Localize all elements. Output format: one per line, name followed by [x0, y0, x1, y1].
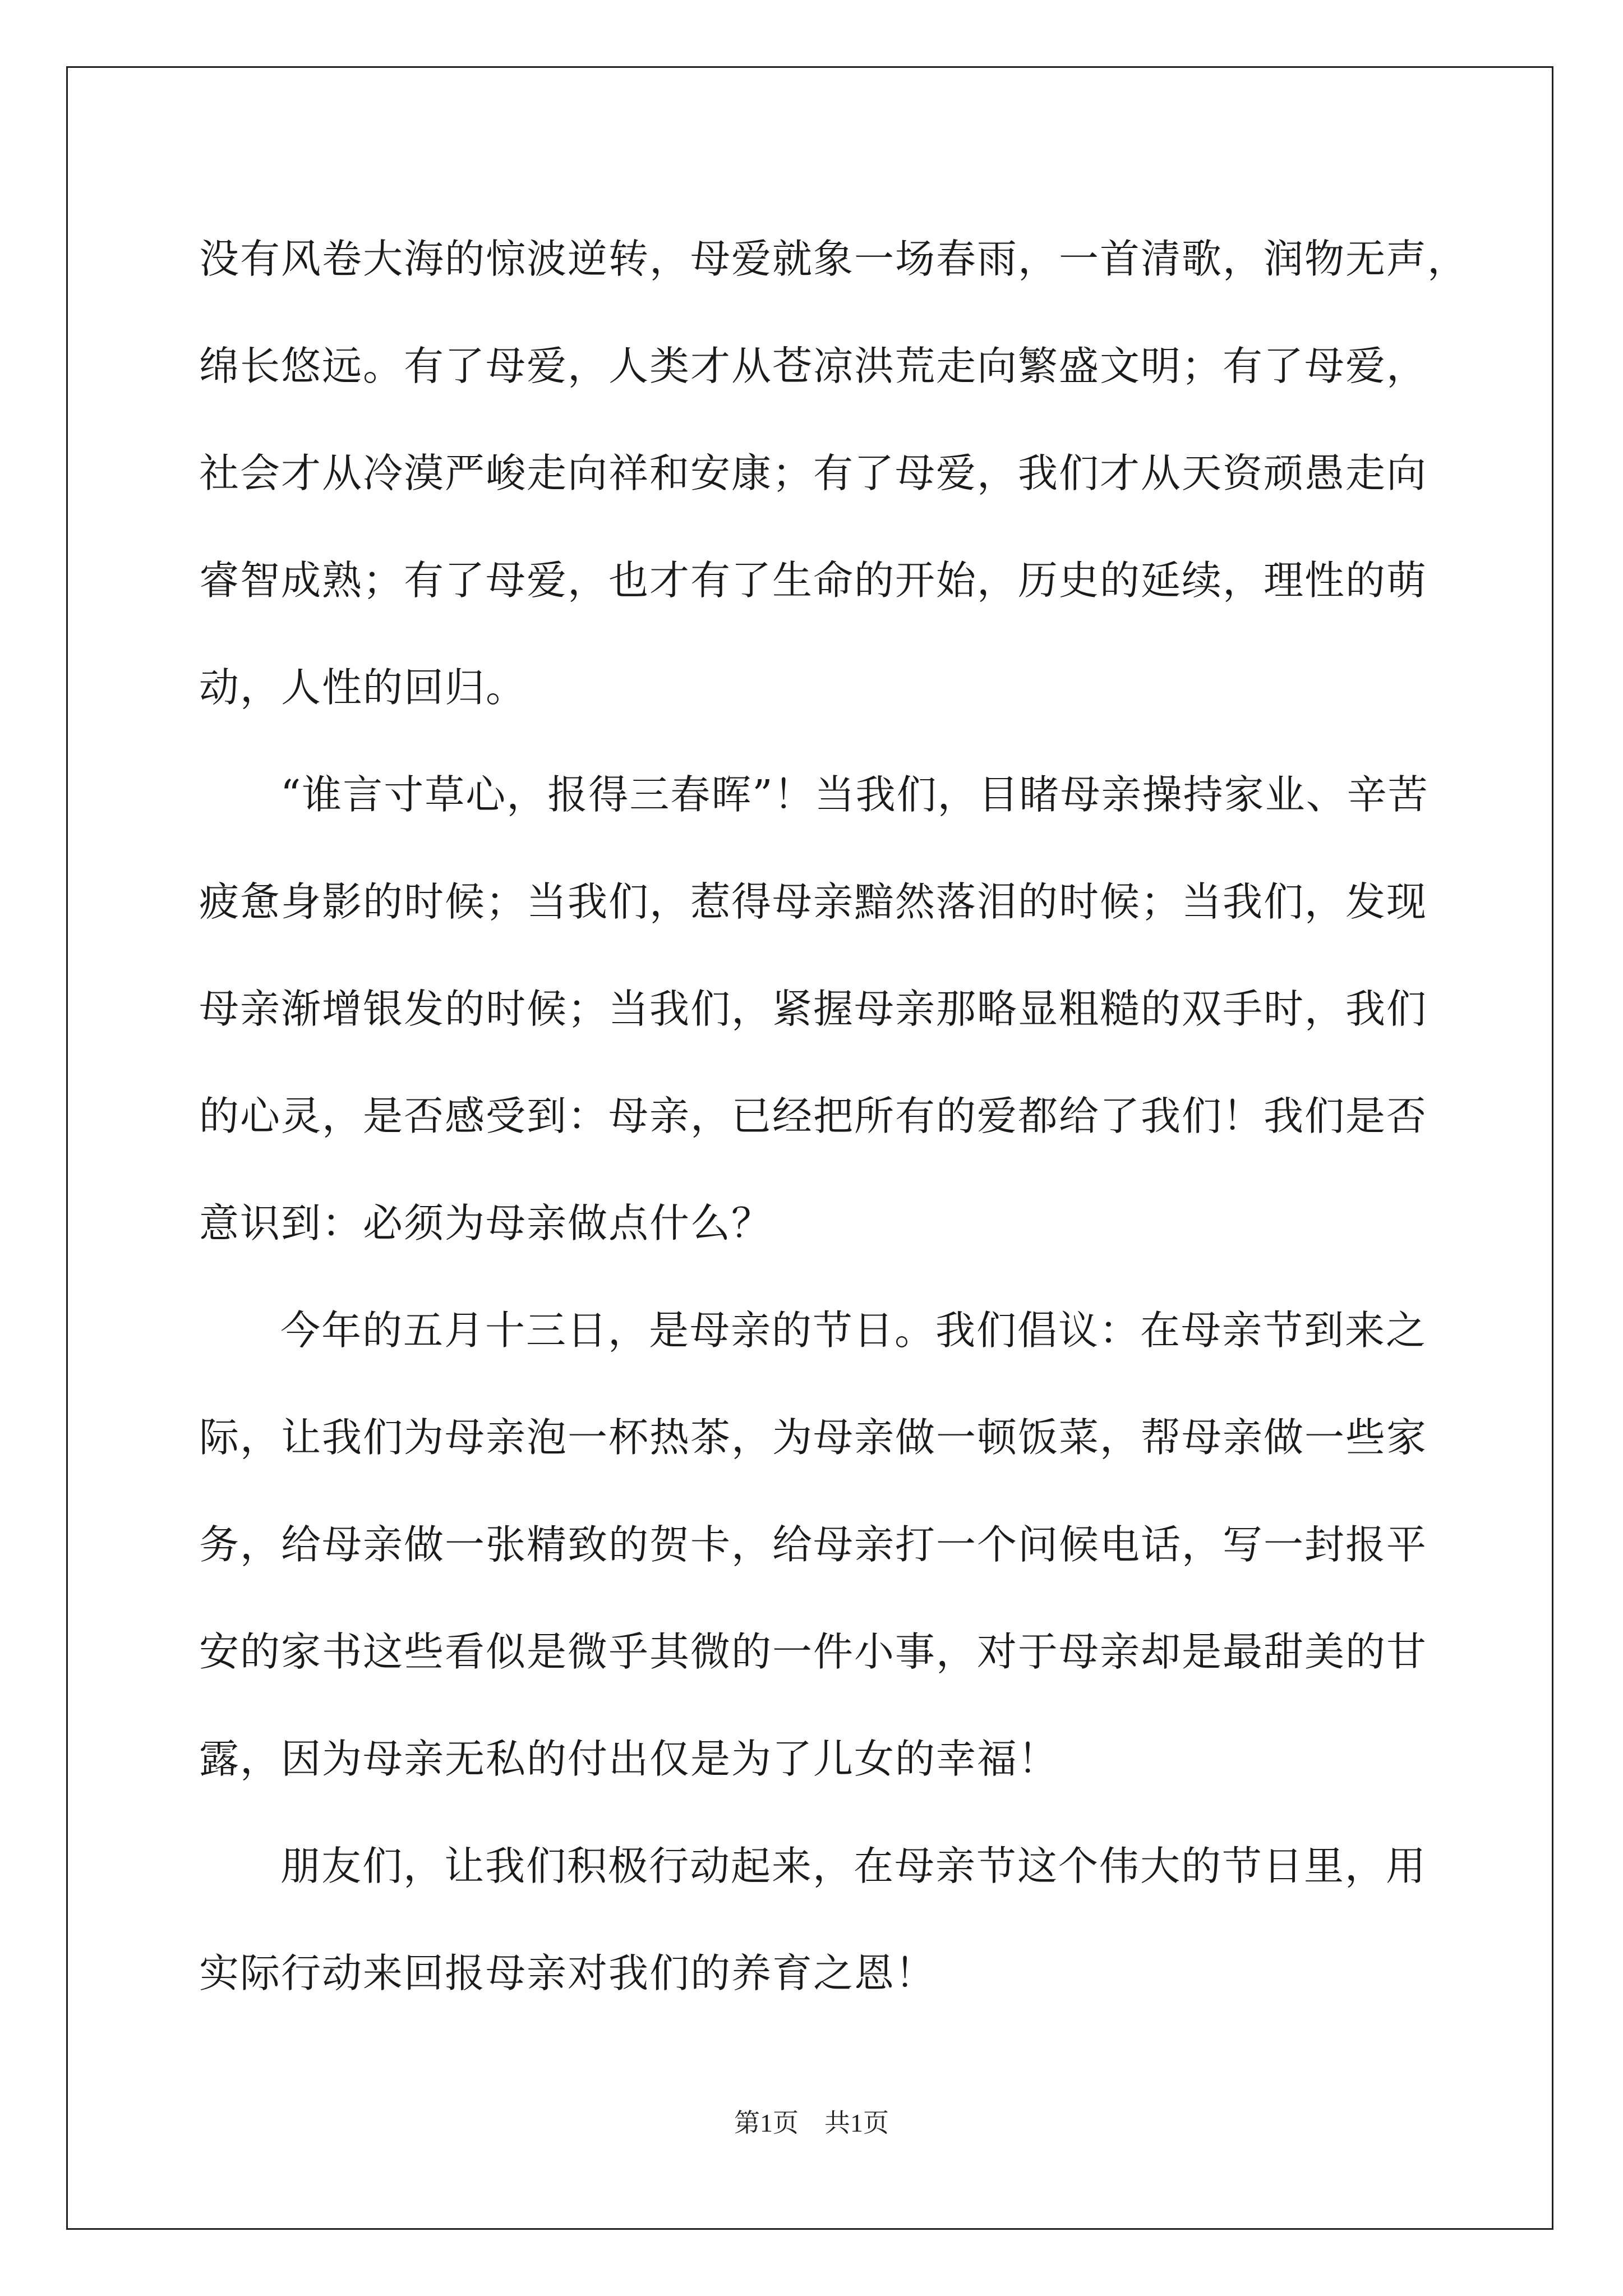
text-line: 的心灵，是否感受到：母亲，已经把所有的爱都给了我们！我们是否: [199, 1093, 1428, 1139]
text-line: 意识到：必须为母亲做点什么？: [199, 1200, 773, 1246]
text-line: 今年的五月十三日，是母亲的节日。我们倡议：在母亲节到来之: [280, 1307, 1427, 1354]
paragraph: [199, 1812, 1444, 2027]
paragraph: [199, 205, 1469, 741]
text-line: 际，让我们为母亲泡一杯热茶，为母亲做一顿饭菜，帮母亲做一些家: [199, 1414, 1428, 1461]
text-line: 动，人性的回归。: [199, 664, 527, 711]
paragraph: [199, 1277, 1444, 1812]
text-line: 露，因为母亲无私的付出仅是为了儿女的幸福！: [199, 1736, 1059, 1782]
page-total: 共1页: [824, 2109, 889, 2137]
text-line: 疲惫身影的时候；当我们，惹得母亲黯然落泪的时候；当我们，发现: [199, 878, 1428, 925]
page-footer: [0, 2102, 1623, 2139]
text-line: 朋友们，让我们积极行动起来，在母亲节这个伟大的节日里，用: [280, 1843, 1427, 1889]
text-line: 母亲渐增银发的时候；当我们，紧握母亲那略显粗糙的双手时，我们: [199, 986, 1428, 1032]
page-number: 第1页: [734, 2109, 799, 2137]
text-line: 没有风卷大海的惊波逆转，母爱就象一场春雨，一首清歌，润物无声，: [199, 236, 1469, 282]
paragraph: [199, 741, 1444, 1277]
text-line: 务，给母亲做一张精致的贺卡，给母亲打一个问候电话，写一封报平: [199, 1521, 1428, 1568]
text-line: 睿智成熟；有了母爱，也才有了生命的开始，历史的延续，理性的萌: [199, 557, 1428, 604]
text-line: “谁言寸草心，报得三春晖”！当我们，目睹母亲操持家业、辛苦: [280, 771, 1429, 818]
text-line: 社会才从冷漠严峻走向祥和安康；有了母爱，我们才从天资顽愚走向: [199, 450, 1428, 496]
text-line: 实际行动来回报母亲对我们的养育之恩！: [199, 1950, 937, 1996]
text-line: 安的家书这些看似是微乎其微的一件小事，对于母亲却是最甜美的甘: [199, 1628, 1428, 1675]
document-body: [199, 205, 1469, 2027]
text-line: 绵长悠远。有了母爱，人类才从苍凉洪荒走向繁盛文明；有了母爱，: [199, 343, 1428, 389]
